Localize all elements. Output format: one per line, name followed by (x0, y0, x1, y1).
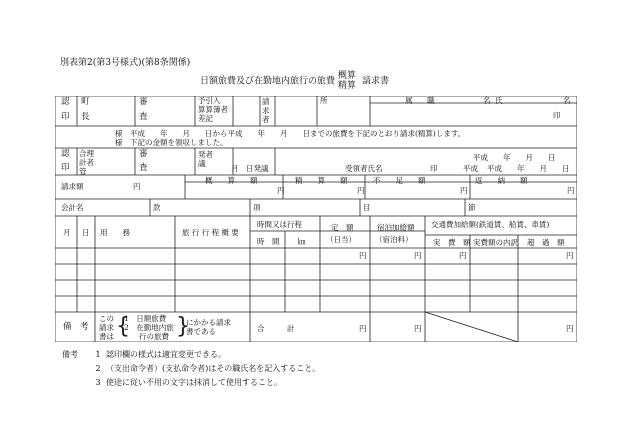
note-1: 備考 1 認印欄の様式は適宜変更できる。 (62, 348, 320, 362)
footer-remarks: 備 考 (63, 322, 89, 332)
receiver-name-label: 受領者氏名 (345, 164, 383, 173)
header-transport: 交通費加給額(鉄道賃、船賃、車賃) (431, 220, 550, 229)
actual-yen: 円 (459, 251, 467, 260)
payment-date-2: 平成 年 月 日 (487, 164, 570, 173)
payment-review-bottom: 査 (139, 163, 148, 173)
account-name-label: 会計名 (61, 203, 84, 212)
form-grid (55, 96, 577, 342)
refund-amount-label: 返 納 額 (475, 176, 528, 185)
account-item-label: 項 (253, 203, 261, 212)
review-label-bottom: 査 (139, 112, 148, 122)
header-fixed: 定 額 (331, 223, 354, 232)
excess-yen: 円 (566, 251, 574, 260)
header-itinerary: 旅 行 行 程 概 要 (182, 228, 239, 237)
refund-amount-yen: 円 (567, 186, 575, 195)
settlement-amount-label: 精 算 額 (295, 176, 348, 185)
payment-mark-top: 認 (61, 149, 70, 159)
header-actual-detail: 実費額の内訳 (473, 238, 518, 247)
footer-claim-lines: この 請求 書は (99, 314, 114, 341)
payment-mark-bottom: 印 (61, 163, 70, 173)
claimant-location: 所 (320, 96, 328, 105)
claimant-position: 職 (427, 96, 435, 105)
footer-options: 1 日額旅費 2 在勤地内旅 行の旅費 (124, 314, 174, 341)
title-option-estimate: 概算 (338, 71, 357, 81)
claimant-name-family: 氏 (495, 96, 503, 105)
left-brace-icon: { (116, 314, 130, 339)
approval-mark-bottom: 印 (61, 112, 70, 122)
claim-amount-label: 請求額 (61, 182, 84, 191)
header-time: 時 間 (257, 237, 280, 246)
footer-concerns: にかかる請求 書である (186, 318, 231, 336)
notes (62, 348, 320, 390)
header-day: 日 (82, 228, 90, 237)
note-2: 2 （支出命令者）(支払命令者)はその職氏名を記入すること。 (95, 364, 321, 373)
claim-amount-yen: 円 (133, 182, 141, 191)
receiver-seal: 印 (430, 164, 438, 173)
estimate-amount-yen: 円 (277, 186, 285, 195)
estimate-amount-label: 概 算 額 (205, 176, 258, 185)
claimant-name-left: 名 (483, 96, 491, 105)
receipt-sentence: 様 下記の金額を領収しました。 (115, 138, 228, 147)
settlement-amount-yen: 円 (357, 186, 365, 195)
request-sentence: 様 平成 年 月 日から平成 年 月 日までの旅費を下記のとおり請求(精算)します。 (115, 129, 466, 138)
chief-label-bottom: 長 (81, 112, 90, 122)
approval-mark-top: 認 (61, 97, 70, 107)
shortfall-amount-yen: 円 (460, 186, 468, 195)
header-lodging-sub: （宿泊料） (375, 235, 413, 244)
deduction-labels: 予引入 算算簿者 差記 (198, 96, 228, 123)
header-actual: 実 費 額 (433, 238, 471, 247)
lodging-yen: 円 (414, 251, 422, 260)
header-time-distance: 時間又は行程 (257, 220, 302, 229)
title-suffix: 請求書 (362, 76, 390, 87)
title-option-settlement: 精算 (338, 81, 357, 91)
header-fixed-sub: （日当） (326, 235, 356, 244)
footer-total-yen: 円 (359, 324, 367, 333)
payment-era-label: 平成 (463, 164, 478, 173)
account-subitem-label: 目 (363, 203, 371, 212)
payment-issue-date: 月 日発議 (231, 164, 269, 173)
payment-date-1: 平成 年 月 日 (473, 153, 556, 162)
title-options (338, 71, 356, 91)
payment-review-top: 審 (139, 149, 148, 159)
claimant-name-right: 名 (563, 96, 571, 105)
footer-total-label: 合 計 (257, 324, 295, 333)
title-main: 日額旅費及び在勤地内旅行の旅費 (200, 76, 336, 87)
header-lodging: 宿泊加給額 (377, 223, 415, 232)
payment-approver-labels: 合理 計者 管 (79, 149, 94, 176)
header-purpose: 用 務 (100, 228, 130, 237)
claimant-seal: 印 (553, 111, 561, 120)
chief-label-top: 町 (81, 97, 90, 107)
review-label-top: 審 (139, 97, 148, 107)
notes-label: 備考 (62, 350, 78, 359)
account-section-label: 款 (153, 203, 161, 212)
claimant-affiliation: 属 (405, 96, 413, 105)
footer-lodging-yen: 円 (414, 324, 422, 333)
claimant-label: 請 求 者 (262, 97, 270, 124)
form-number: 別表第2(第3号様式)(第8条関係) (60, 58, 191, 68)
header-excess: 超 過 額 (527, 238, 565, 247)
account-detail-label: 節 (468, 203, 476, 212)
right-brace-icon: } (176, 314, 190, 339)
footer-excess-yen: 円 (566, 324, 574, 333)
note-3: 3 使途に従い不用の文字は抹消して使用すること。 (95, 378, 282, 387)
header-km: ㎞ (298, 237, 306, 246)
payment-issue-labels: 発者 議 (198, 150, 213, 168)
header-month: 月 (63, 228, 71, 237)
fixed-yen: 円 (359, 251, 367, 260)
shortfall-amount-label: 不 足 額 (373, 176, 426, 185)
form-title (200, 71, 389, 91)
